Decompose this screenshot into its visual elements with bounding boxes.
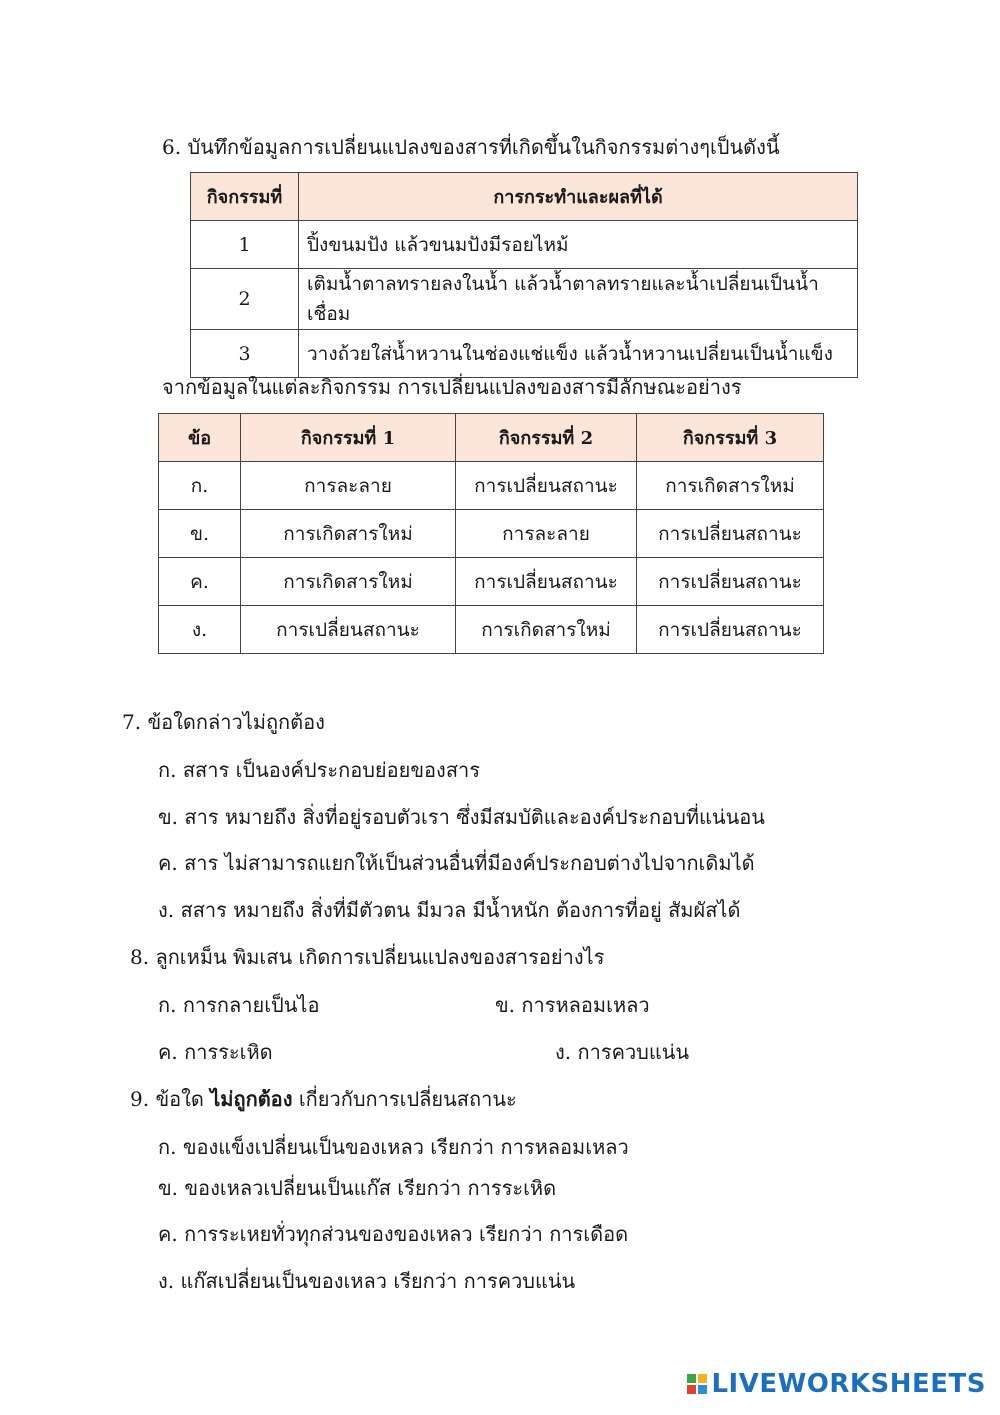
- table-cell: ข.: [159, 510, 241, 558]
- q8-option: ข. การหลอมเหลว: [495, 993, 650, 1017]
- q9-title-prefix: 9. ข้อใด: [130, 1087, 211, 1111]
- table-cell: การเปลี่ยนสถานะ: [637, 510, 824, 558]
- table-cell: วางถ้วยใส่น้ำหวานในช่องแช่แข็ง แล้วน้ำหวานเปลี่ยนเป็นน้ำแข็ง: [299, 330, 858, 378]
- table-cell: 1: [191, 221, 299, 269]
- table-header: การกระทำและผลที่ได้: [299, 173, 858, 221]
- logo-icon: [687, 1374, 707, 1394]
- q9-title-emphasis: ไม่ถูกต้อง: [210, 1087, 293, 1111]
- q9-option: ค. การระเหยทั่วทุกส่วนของของเหลว เรียกว่า การเดือด: [158, 1222, 629, 1246]
- table-header: กิจกรรมที่ 1: [241, 414, 456, 462]
- table-cell: การเปลี่ยนสถานะ: [637, 558, 824, 606]
- q7-option: ก. สสาร เป็นองค์ประกอบย่อยของสาร: [158, 758, 481, 782]
- q8-option: ค. การระเหิด: [158, 1040, 273, 1064]
- brand-name: LIVEWORKSHEETS: [711, 1369, 986, 1399]
- q9-option: ง. แก๊สเปลี่ยนเป็นของเหลว เรียกว่า การควบแน่น: [158, 1269, 576, 1293]
- table-cell: ค.: [159, 558, 241, 606]
- q6-title: 6. บันทึกข้อมูลการเปลี่ยนแปลงของสารที่เกิดขึ้นในกิจกรรมต่างๆเป็นดังนี้: [162, 135, 780, 159]
- table-cell: การละลาย: [241, 462, 456, 510]
- logo-square-icon: [687, 1385, 696, 1394]
- q7-option: ข. สาร หมายถึง สิ่งที่อยู่รอบตัวเรา ซึ่งมีสมบัติและองค์ประกอบที่แน่นอน: [158, 805, 765, 829]
- q9-title-suffix: เกี่ยวกับการเปลี่ยนสถานะ: [292, 1087, 517, 1111]
- table-cell: การเปลี่ยนสถานะ: [241, 606, 456, 654]
- q6-question: จากข้อมูลในแต่ละกิจกรรม การเปลี่ยนแปลงของสารมีลักษณะอย่างร: [162, 375, 742, 399]
- logo-square-icon: [698, 1385, 707, 1394]
- table-cell: การเกิดสารใหม่: [456, 606, 637, 654]
- logo-square-icon: [698, 1374, 707, 1383]
- table-header: กิจกรรมที่: [191, 173, 299, 221]
- table-cell: การเกิดสารใหม่: [241, 510, 456, 558]
- q6-answer-table: [158, 413, 824, 654]
- table-header: กิจกรรมที่ 2: [456, 414, 637, 462]
- table-cell: การเปลี่ยนสถานะ: [456, 462, 637, 510]
- table-cell: ปิ้งขนมปัง แล้วขนมปังมีรอยไหม้: [299, 221, 858, 269]
- q9-option: ข. ของเหลวเปลี่ยนเป็นแก๊ส เรียกว่า การระเหิด: [158, 1176, 557, 1200]
- table-cell: การเปลี่ยนสถานะ: [637, 606, 824, 654]
- q7-title: 7. ข้อใดกล่าวไม่ถูกต้อง: [122, 710, 325, 734]
- q9-title: [130, 1085, 517, 1113]
- table-cell: ก.: [159, 462, 241, 510]
- table-cell: 3: [191, 330, 299, 378]
- q7-option: ง. สสาร หมายถึง สิ่งที่มีตัวตน มีมวล มีน้ำหนัก ต้องการที่อยู่ สัมผัสได้: [158, 898, 741, 922]
- q8-title: 8. ลูกเหม็น พิมเสน เกิดการเปลี่ยนแปลงของสารอย่างไร: [130, 945, 605, 969]
- q6-activity-table: [190, 172, 858, 378]
- q8-option: ง. การควบแน่น: [555, 1040, 690, 1064]
- table-cell: 2: [191, 269, 299, 330]
- logo-square-icon: [687, 1374, 696, 1383]
- table-cell: ง.: [159, 606, 241, 654]
- table-cell: เติมน้ำตาลทรายลงในน้ำ แล้วน้ำตาลทรายและน้ำเปลี่ยนเป็นน้ำเชื่อม: [299, 269, 858, 330]
- table-cell: การเปลี่ยนสถานะ: [456, 558, 637, 606]
- q7-option: ค. สาร ไม่สามารถแยกให้เป็นส่วนอื่นที่มีองค์ประกอบต่างไปจากเดิมได้: [158, 851, 755, 875]
- table-cell: การละลาย: [456, 510, 637, 558]
- table-header: กิจกรรมที่ 3: [637, 414, 824, 462]
- liveworksheets-logo: [687, 1369, 986, 1399]
- q9-option: ก. ของแข็งเปลี่ยนเป็นของเหลว เรียกว่า การหลอมเหลว: [158, 1135, 629, 1159]
- table-cell: การเกิดสารใหม่: [637, 462, 824, 510]
- table-cell: การเกิดสารใหม่: [241, 558, 456, 606]
- table-header: ข้อ: [159, 414, 241, 462]
- q8-option: ก. การกลายเป็นไอ: [158, 993, 320, 1017]
